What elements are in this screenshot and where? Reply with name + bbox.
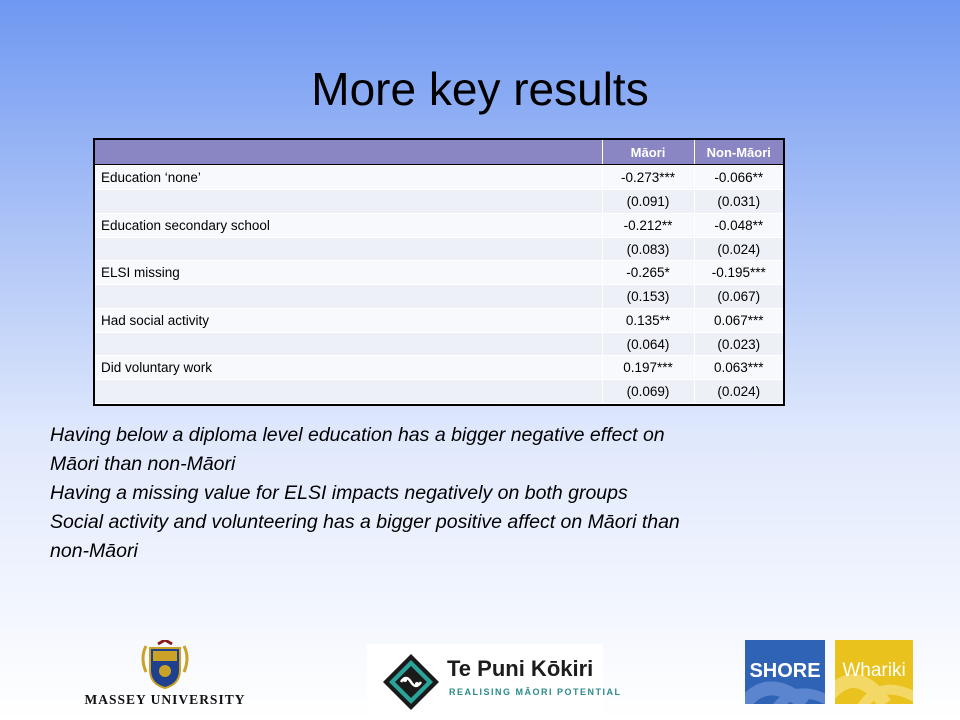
table-row (95, 237, 783, 261)
note-line: Māori than non-Māori (50, 453, 236, 475)
maori-value: -0.273*** (602, 166, 694, 190)
table-row (95, 356, 783, 380)
non-maori-value: -0.048** (694, 213, 783, 237)
maori-value: -0.265* (602, 261, 694, 285)
header-maori: Māori (602, 140, 694, 165)
non-maori-value: -0.066** (694, 166, 783, 190)
maori-value: (0.091) (602, 190, 694, 214)
note-line: Social activity and volunteering has a bigger positive affect on Māori than (50, 511, 680, 533)
row-label (95, 285, 602, 309)
massey-wordmark: MASSEY UNIVERSITY (84, 692, 246, 707)
non-maori-value: 0.067*** (694, 308, 783, 332)
whariki-logo (835, 640, 913, 704)
header-label-cell (95, 140, 602, 165)
tpk-tagline: REALISING MĀORI POTENTIAL (449, 687, 622, 697)
tpk-logo (367, 644, 622, 714)
maori-value: (0.069) (602, 380, 694, 404)
row-label (95, 190, 602, 214)
table-row (95, 166, 783, 190)
row-label: Education secondary school (95, 213, 602, 237)
table-row (95, 261, 783, 285)
row-label (95, 332, 602, 356)
note-line: Having below a diploma level education has a bigger negative effect on (50, 424, 665, 446)
maori-value: (0.153) (602, 285, 694, 309)
row-label: Education ‘none’ (95, 166, 602, 190)
table-row (95, 332, 783, 356)
row-label: Had social activity (95, 308, 602, 332)
table-row (95, 308, 783, 332)
maori-value: -0.212** (602, 213, 694, 237)
table-header-row (95, 140, 783, 165)
note-line: Having a missing value for ELSI impacts negatively on both groups (50, 482, 628, 504)
non-maori-value: (0.023) (694, 332, 783, 356)
tpk-diamond-icon (381, 652, 441, 712)
row-label (95, 237, 602, 261)
maori-value: 0.197*** (602, 356, 694, 380)
non-maori-value: (0.024) (694, 237, 783, 261)
whariki-text: Whariki (842, 660, 906, 681)
non-maori-value: (0.031) (694, 190, 783, 214)
slide-title: More key results (311, 63, 649, 115)
row-label: ELSI missing (95, 261, 602, 285)
row-label: Did voluntary work (95, 356, 602, 380)
maori-value: (0.083) (602, 237, 694, 261)
non-maori-value: (0.024) (694, 380, 783, 404)
note-line: non-Māori (50, 540, 138, 562)
table-row (95, 213, 783, 237)
maori-value: (0.064) (602, 332, 694, 356)
tpk-name: Te Puni Kōkiri (447, 656, 594, 681)
table-row (95, 190, 783, 214)
non-maori-value: 0.063*** (694, 356, 783, 380)
massey-crest-icon (80, 640, 250, 690)
shore-logo (745, 640, 825, 704)
non-maori-value: (0.067) (694, 285, 783, 309)
massey-logo (80, 640, 250, 710)
shore-text: SHORE (749, 660, 821, 682)
summary-notes (50, 421, 870, 566)
header-non-maori: Non-Māori (694, 140, 783, 165)
table-row (95, 380, 783, 404)
table-row (95, 285, 783, 309)
non-maori-value: -0.195*** (694, 261, 783, 285)
row-label (95, 380, 602, 404)
maori-value: 0.135** (602, 308, 694, 332)
results-table (93, 138, 785, 406)
